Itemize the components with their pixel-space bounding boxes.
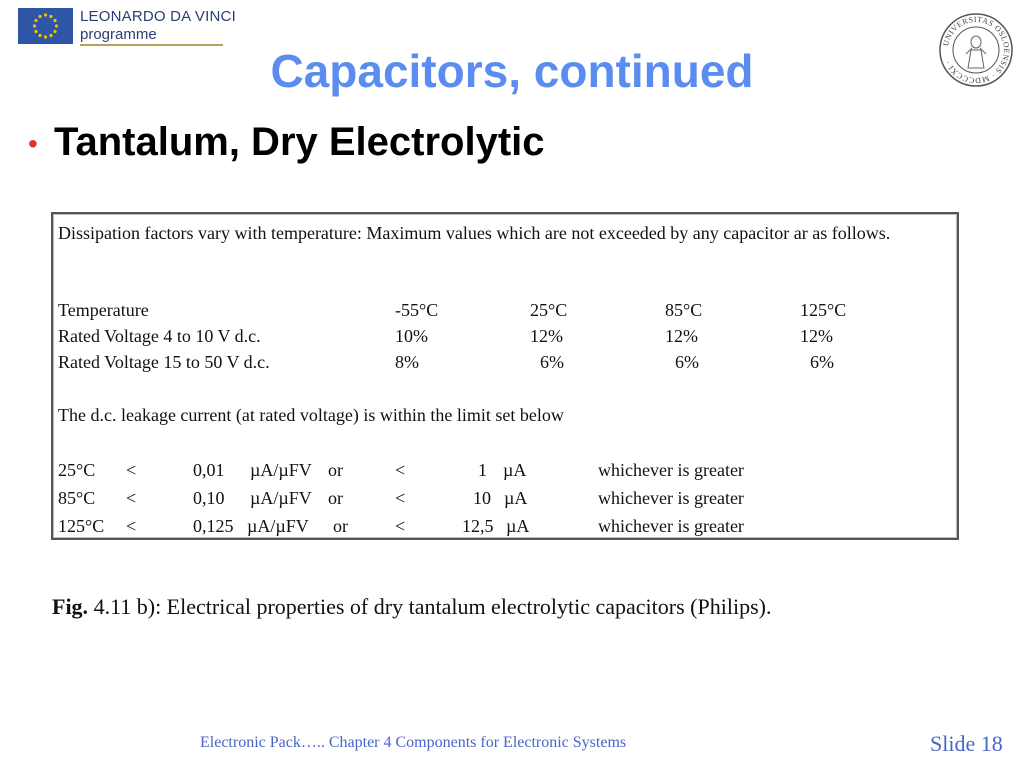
less-than-symbol: < <box>395 488 406 508</box>
slide-title: Capacitors, continued <box>270 45 754 97</box>
leakage-note: whichever is greater <box>598 488 744 508</box>
eu-star-icon <box>55 24 58 27</box>
dissipation-cell: 6% <box>675 352 699 372</box>
dissipation-header-label: Temperature <box>58 300 149 320</box>
eu-star-icon <box>53 19 56 22</box>
less-than-symbol: < <box>126 460 137 480</box>
eu-star-icon <box>44 13 47 16</box>
eu-star-icon <box>34 30 37 33</box>
logo-title: LEONARDO DA VINCI <box>80 8 236 25</box>
leakage-or: or <box>333 516 348 536</box>
bullet-heading: Tantalum, Dry Electrolytic <box>54 120 545 164</box>
dissipation-row-label: Rated Voltage 4 to 10 V d.c. <box>58 326 261 346</box>
table-intro-text: Dissipation factors vary with temperature: Maximum values which are not exceeded by any capacitor ar as follows. <box>58 223 891 243</box>
eu-star-icon <box>33 24 36 27</box>
figure-caption-text: 4.11 b): Electrical properties of dry tantalum electrolytic capacitors (Philips). <box>88 594 772 619</box>
bullet-icon: • <box>28 128 38 159</box>
leakage-note: whichever is greater <box>598 460 744 480</box>
leakage-coefficient: 0,125 <box>193 516 234 536</box>
eu-star-icon <box>38 34 41 37</box>
dissipation-header-cell: -55°C <box>395 300 439 320</box>
leakage-value-unit: µA <box>503 460 527 480</box>
figure-caption <box>52 590 946 624</box>
leakage-value: 1 <box>478 460 487 480</box>
footer-text: Electronic Pack….. Chapter 4 Components for Electronic Systems <box>200 734 627 751</box>
dissipation-header-cell: 125°C <box>800 300 847 320</box>
leonardo-logo <box>18 8 236 48</box>
leakage-note: whichever is greater <box>598 516 744 536</box>
eu-star-icon <box>44 35 47 38</box>
dissipation-cell: 12% <box>530 326 563 346</box>
dissipation-cell: 12% <box>800 326 833 346</box>
less-than-symbol: < <box>126 516 137 536</box>
leakage-value: 10 <box>473 488 491 508</box>
eu-star-icon <box>49 34 52 37</box>
dissipation-header-cell: 85°C <box>665 300 703 320</box>
leakage-intro-text: The d.c. leakage current (at rated voltage) is within the limit set below <box>58 405 564 425</box>
eu-star-icon <box>49 15 52 18</box>
less-than-symbol: < <box>126 488 137 508</box>
svg-text:UNIVERSITAS OSLOENSIS · MDCCCX: UNIVERSITAS OSLOENSIS · MDCCCXI · <box>941 14 1012 86</box>
dissipation-cell: 8% <box>395 352 419 372</box>
less-than-symbol: < <box>395 516 406 536</box>
dissipation-cell: 10% <box>395 326 428 346</box>
eu-star-icon <box>53 30 56 33</box>
logo-subtitle: programme <box>80 26 157 43</box>
leakage-or: or <box>328 460 343 480</box>
dissipation-header-cell: 25°C <box>530 300 568 320</box>
dissipation-cell: 6% <box>540 352 564 372</box>
leakage-temp: 25°C <box>58 460 96 480</box>
slide-number: Slide 18 <box>930 731 1003 756</box>
dissipation-row-label: Rated Voltage 15 to 50 V d.c. <box>58 352 270 372</box>
leakage-or: or <box>328 488 343 508</box>
eu-star-icon <box>38 15 41 18</box>
leakage-temp: 85°C <box>58 488 96 508</box>
less-than-symbol: < <box>395 460 406 480</box>
leakage-unit: µA/µFV <box>250 488 312 508</box>
eu-star-icon <box>34 19 37 22</box>
dissipation-cell: 6% <box>810 352 834 372</box>
leakage-coefficient: 0,10 <box>193 488 225 508</box>
leakage-unit: µA/µFV <box>247 516 309 536</box>
figure-label: Fig. <box>52 594 89 619</box>
leakage-value-unit: µA <box>506 516 530 536</box>
leakage-temp: 125°C <box>58 516 105 536</box>
eu-flag-icon <box>18 8 73 44</box>
leakage-coefficient: 0,01 <box>193 460 225 480</box>
leakage-value: 12,5 <box>462 516 494 536</box>
dissipation-cell: 12% <box>665 326 698 346</box>
leakage-value-unit: µA <box>504 488 528 508</box>
leakage-unit: µA/µFV <box>250 460 312 480</box>
